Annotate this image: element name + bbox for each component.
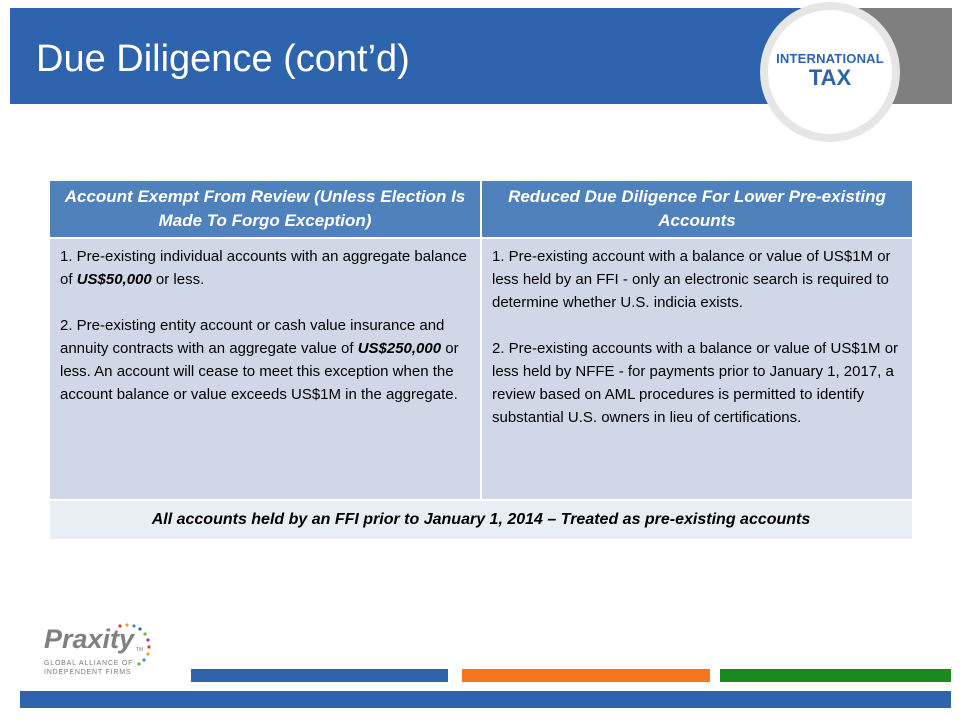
praxity-trademark: TM [136,647,144,653]
page-title: Due Diligence (cont’d) [36,38,410,80]
badge-line-2: TAX [808,65,852,90]
exempt-item-1 [60,245,470,291]
stripe-green [720,669,951,682]
international-tax-badge [768,10,892,134]
reduced-item-1: 1. Pre-existing account with a balance or value of US$1M or less held by an FFI - only an electronic search is required to determine whether U.S. indicia exists. [492,248,891,311]
exempt-item-2-tail: or less. An account will cease to meet this exception when the account balance or value exceeds US$1M in the aggregate. [60,340,459,403]
exempt-item-2 [60,314,470,406]
exempt-item-2-amount: US$250,000 [357,340,442,357]
table-footer-row [49,500,913,540]
praxity-tagline [44,659,133,677]
reduced-cell [481,238,913,500]
bottom-bar [20,691,951,708]
column-header-exempt: Account Exempt From Review (Unless Election Is Made To Forgo Exception) [49,180,481,238]
table-row [49,238,913,500]
exempt-item-1-text: 1. Pre-existing individual accounts with an aggregate balance of [60,248,467,288]
praxity-tagline-line-2: INDEPENDENT FIRMS [44,669,132,676]
table-header-row [49,180,913,238]
reduced-item-2: 2. Pre-existing accounts with a balance or value of US$1M or less held by NFFE - for payments prior to January 1, 2017, a review based on AML procedures is permitted to identify substantial U.S. owners in lieu of certifications. [492,340,899,426]
exempt-item-1-tail: or less. [151,271,205,288]
column-header-reduced: Reduced Due Diligence For Lower Pre-existing Accounts [481,180,913,238]
stripe-blue [191,669,448,682]
exempt-item-2-text: 2. Pre-existing entity account or cash value insurance and annuity contracts with an aggregate value of [60,317,445,357]
table-footer-note: All accounts held by an FFI prior to January 1, 2014 – Treated as pre-existing accounts [49,500,913,540]
title-bar [10,8,810,104]
due-diligence-table [48,179,914,541]
exempt-cell [49,238,481,500]
badge-line-1: INTERNATIONAL [776,51,884,66]
praxity-tagline-line-1: GLOBAL ALLIANCE OF [44,660,134,667]
stripe-orange [462,669,710,682]
praxity-logo: Praxity [44,624,135,654]
exempt-item-1-amount: US$50,000 [76,271,152,288]
